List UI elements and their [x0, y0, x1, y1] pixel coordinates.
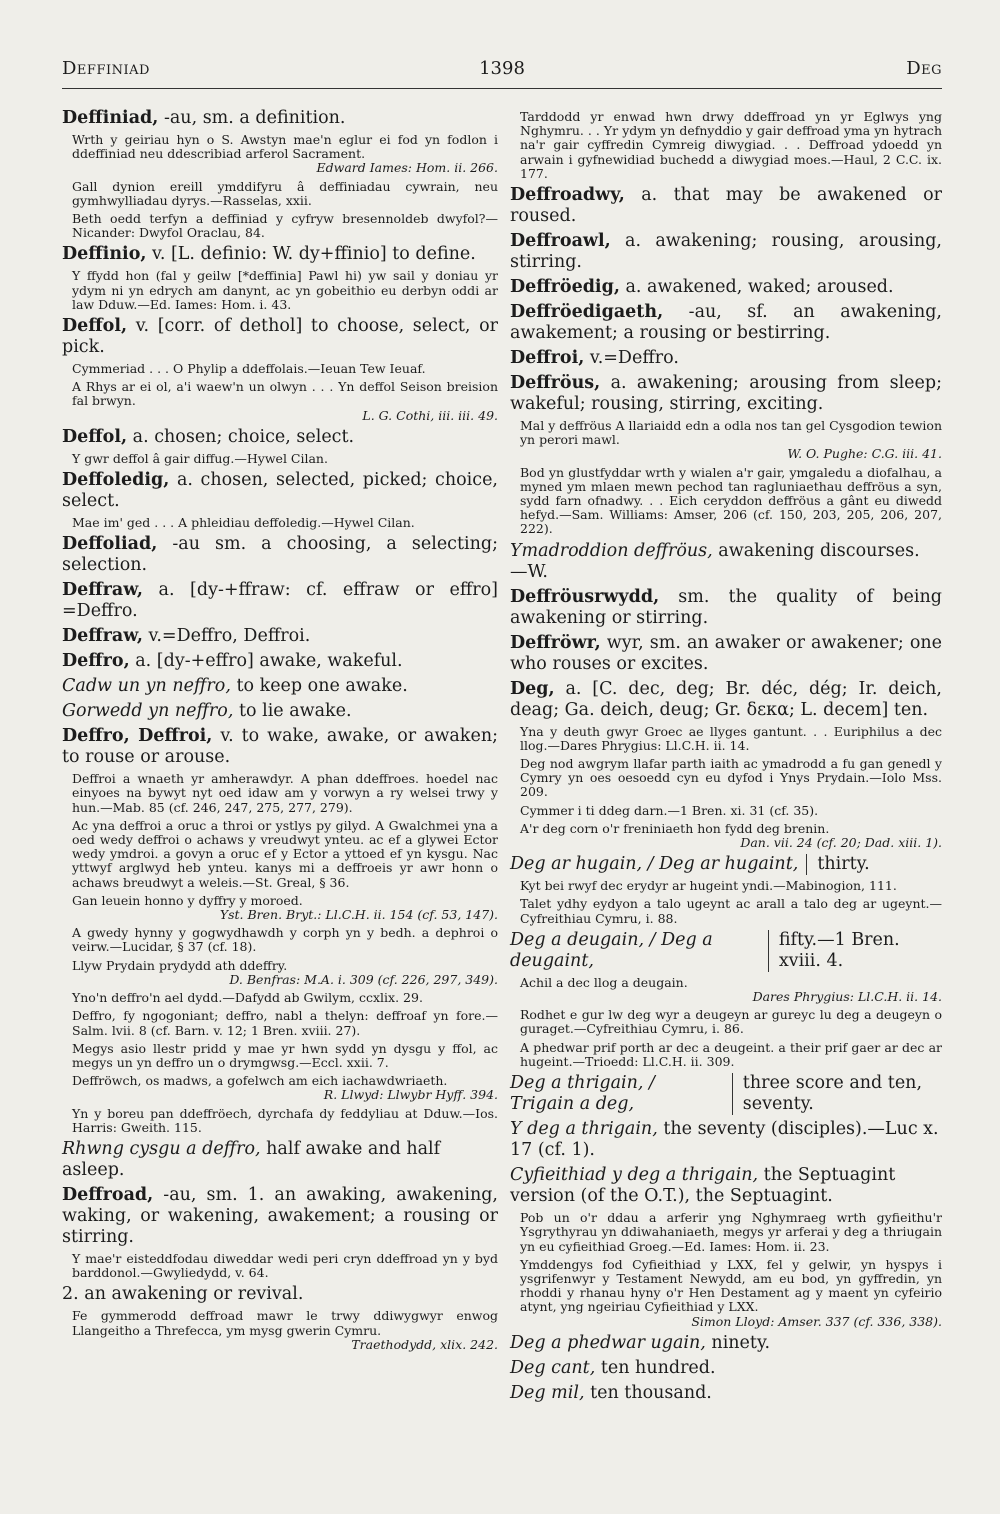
phrase-definition: ten thousand. — [584, 1382, 712, 1403]
citation-text: Tarddodd yr enwad hwn drwy ddeffroad yn yr Eglwys yng Nghymru. . . Yr ydym yn defnyddio y gair deffroad yma yn hytrach na'r gair cyffredin Cymreig diwygiad. . . Deffroad ydoedd yn arwain i gyfnewidiad buchedd a diwygiad moes.—Haul, 2 C.C. ix. 177. — [520, 109, 942, 181]
citation-text: A phedwar prif porth ar dec a deugeint. a their prif gaer ar dec ar hugeint.—Trioedd: Ll.C.H. ii. 309. — [520, 1039, 942, 1069]
definition: -au, sf. an awakening, awakement; a rousing or bestirring. — [510, 302, 942, 344]
phrase-entry — [510, 1165, 942, 1207]
headword: Deffröedigaeth, — [510, 302, 664, 323]
definition: v.=Deffro, Deffroi. — [148, 626, 311, 647]
dictionary-entry — [62, 1284, 498, 1305]
citation-text: Mae im' ged . . . A phleidiau deffoledig.—Hywel Cilan. — [72, 515, 415, 531]
phrase-text: Gorwedd yn neffro, — [62, 701, 234, 722]
citation — [72, 212, 498, 240]
dictionary-entry — [62, 726, 498, 768]
headword: Deffraw, — [62, 580, 143, 601]
definition: -au sm. a choosing, a selecting; selection. — [62, 534, 498, 576]
citation — [72, 1009, 498, 1037]
phrase-definition: ninety. — [705, 1332, 771, 1353]
dictionary-entry — [62, 316, 498, 358]
citation-text: Yno'n deffro'n ael dydd.—Dafydd ab Gwilym, ccxlix. 29. — [72, 990, 423, 1006]
definition: v.=Deffro. — [589, 348, 679, 369]
definition: v. to wake, awake, or awaken; to rouse or arouse. — [62, 726, 498, 768]
left-column — [62, 108, 498, 1356]
citation-source: Edward Iames: Hom. ii. 266. — [316, 160, 498, 176]
citation-source: W. O. Pughe: C.G. iii. 41. — [787, 446, 942, 462]
phrase-text: Deg cant, — [510, 1357, 596, 1378]
phrase-text: Cyfieithiad y deg a thrigain, — [510, 1165, 759, 1186]
phrase-entry — [510, 1358, 942, 1379]
citation — [72, 1042, 498, 1070]
braced-forms: Deg a deugain, / Deg a deugaint, — [510, 930, 769, 972]
headword: Deffroi, — [510, 348, 585, 369]
citation-text: Deffro, fy ngogoniant; deffro, nabl a thelyn: deffroaf yn fore.—Salm. lvii. 8 (cf. Barn. v. 12; 1 Bren. xviii. 27). — [72, 1008, 498, 1038]
dictionary-entry — [510, 348, 942, 369]
citation — [520, 804, 942, 818]
citation-text: Yn y boreu pan ddeffröech, dyrchafa dy feddyliau at Dduw.—Ios. Harris: Gweith. 115. — [72, 1105, 498, 1135]
citation — [72, 1252, 498, 1280]
citation-text: Gan leuein honno y dyffry y moroed. — [72, 892, 303, 908]
citation-text: Llyw Prydain prydydd ath ddeffry. — [72, 957, 288, 973]
citation-text: Bod yn glustfyddar wrth y wialen a'r gair, ymgaledu a diofalhau, a myned ym mlaen mewn pechod tan ragluniaethau deffröus a syn, sydd farn ofnadwy. . . Eich ceryddon deffröus a gânt eu diwedd hefyd.—Sam. Williams: Amser, 206 (cf. 150, 203, 205, 206, 207, 222). — [520, 464, 942, 537]
phrase-entry — [510, 1119, 942, 1161]
braced-forms: Deg ar hugain, / Deg ar hugaint, — [510, 854, 807, 875]
citation-text: Y mae'r eisteddfodau diweddar wedi peri cryn ddeffroad yn y byd barddonol.—Gwyliedydd, v. 64. — [72, 1250, 498, 1281]
definition: a. awakening; arousing from sleep; wakeful; rousing, stirring, exciting. — [510, 373, 942, 415]
header-guide-word-right: Deg — [906, 58, 942, 79]
citation-source: L. G. Cothi, iii. iii. 49. — [362, 407, 498, 423]
citation-text: Mal y deffröus A llariaidd edn a odla nos tan gel Cysgodion tewion yn perori mawl. — [520, 418, 942, 448]
citation — [72, 362, 498, 376]
dictionary-entry — [62, 470, 498, 512]
phrase-definition: to lie awake. — [233, 701, 352, 722]
braced-entry — [510, 930, 942, 972]
page-number: 1398 — [479, 58, 525, 79]
citation — [72, 894, 498, 922]
dictionary-entry — [62, 244, 498, 265]
citation — [520, 1258, 942, 1329]
citation-text: Fe gymmerodd deffroad mawr le trwy ddiwygwyr enwog Llangeitho a Threfecca, ym mysg gwerin Cymru. — [72, 1308, 498, 1338]
citation — [72, 1107, 498, 1135]
braced-entry — [510, 1073, 942, 1115]
phrase-entry — [510, 1333, 942, 1354]
citation — [72, 269, 498, 312]
headword: Deffröedig, — [510, 277, 620, 298]
phrase-text: Deg mil, — [510, 1382, 585, 1403]
citation — [72, 772, 498, 815]
dictionary-entry — [62, 651, 498, 672]
dictionary-entry — [510, 679, 942, 721]
citation-text: Talet ydhy eydyon a talo ugeynt ac arall a talo deg ar ugeynt.—Cyfreithiau Cymru, i. 88. — [520, 896, 942, 926]
phrase-text: Deg a phedwar ugain, — [510, 1332, 706, 1353]
citation — [72, 991, 498, 1005]
phrase-definition: the seventy (disciples).—Luc x. 17 (cf. 1). — [510, 1119, 939, 1161]
definition: a. [dy-+ffraw: cf. effraw or effro] =Deffro. — [62, 580, 498, 622]
citation — [520, 822, 942, 850]
citation-source: D. Benfras: M.A. i. 309 (cf. 226, 297, 349). — [229, 971, 498, 987]
citation — [72, 819, 498, 890]
dictionary-entry — [510, 277, 942, 298]
citation — [520, 1008, 942, 1036]
citation-text: Beth oedd terfyn a deffiniad y cyfryw bresennoldeb dwyfol?—Nicander: Dwyfol Oraclau, 84. — [72, 211, 498, 241]
dictionary-entry — [62, 108, 498, 129]
definition: v. [L. definio: W. dy+ffinio] to define. — [152, 244, 476, 265]
citation-text: Kyt bei rwyf dec erydyr ar hugeint yndi.—Mabinogion, 111. — [520, 878, 897, 894]
definition: wyr, sm. an awaker or awakener; one who rouses or excites. — [510, 632, 942, 674]
dictionary-entry — [510, 231, 942, 273]
citation — [520, 466, 942, 537]
headword: Deffol, — [62, 426, 128, 447]
phrase-entry — [62, 676, 498, 697]
citation — [520, 110, 942, 181]
header-guide-word-left: Deffiniad — [62, 58, 150, 79]
citation-text: Deg nod awgrym llafar parth iaith ac ymadrodd a fu gan genedl y Cymry yn oes oesoedd cyn eu dyfod i Ynys Prydain.—Iolo Mss. 209. — [520, 756, 942, 800]
headword: Deffroawl, — [510, 231, 611, 252]
phrase-definition: half awake and half asleep. — [62, 1138, 441, 1180]
phrase-definition: ten hundred. — [595, 1357, 716, 1378]
phrase-text: Cadw un yn neffro, — [62, 676, 231, 697]
definition: -au, sm. a definition. — [163, 108, 346, 128]
phrase-definition: the Septuagint version (of the O.T.), the Septuagint. — [510, 1165, 896, 1207]
citation-text: A Rhys ar ei ol, a'i waew'n un olwyn . . . Yn deffol Seison breision fal brwyn. — [72, 379, 498, 409]
citation-source: Dan. vii. 24 (cf. 20; Dad. xiii. 1). — [740, 835, 942, 851]
citation-text: Megys asio llestr pridd y mae yr hwn sydd yn dysgu y ffol, ac megys un yn deffro un o drymgwsg.—Eccl. xxii. 7. — [72, 1040, 498, 1070]
citation — [72, 926, 498, 954]
headword: Deffröusrwydd, — [510, 586, 660, 607]
citation — [520, 757, 942, 800]
citation-text: Yna y deuth gwyr Groec ae llyges gantunt. . . Euriphilus a dec llog.—Dares Phrygius: Ll.C.H. ii. 14. — [520, 723, 942, 753]
citation — [520, 419, 942, 462]
headword: Deffröwr, — [510, 632, 601, 653]
headword: Deffröus, — [510, 373, 601, 394]
citation-text: Deffröwch, os madws, a gofelwch am eich iachawdwriaeth. — [72, 1073, 448, 1089]
headword: Deffol, — [62, 316, 128, 337]
citation-text: A'r deg corn o'r freniniaeth hon fydd deg brenin. — [520, 820, 830, 836]
dictionary-entry — [510, 633, 942, 675]
citation — [520, 897, 942, 925]
citation-text: A gwedy hynny y gogwydhawdh y corph yn y bedh. a dephroi o veirw.—Lucidar, § 37 (cf. 18). — [72, 925, 498, 955]
citation-text: Cymmer i ti ddeg darn.—1 Bren. xi. 31 (cf. 35). — [520, 802, 819, 818]
braced-definition: three score and ten, seventy. — [742, 1073, 923, 1115]
dictionary-entry — [62, 534, 498, 576]
headword: Deg, — [510, 678, 555, 699]
header-rule — [62, 88, 942, 89]
definition: 2. an awakening or revival. — [62, 1284, 304, 1305]
citation-source: R. Llwyd: Llwybr Hyff. 394. — [323, 1087, 498, 1103]
citation — [72, 133, 498, 176]
citation — [520, 725, 942, 753]
citation-text: Deffroi a wnaeth yr amherawdyr. A phan ddeffroes. hoedel nac einyoes na bywyt nyt oed idaw am y vorwyn a ry welsei trwy y hun.—Mab. 85 (cf. 246, 247, 275, 277, 279). — [72, 771, 498, 815]
citation-source: Dares Phrygius: Ll.C.H. ii. 14. — [752, 989, 942, 1005]
dictionary-entry — [62, 580, 498, 622]
definition: a. [dy-+effro] awake, wakeful. — [135, 651, 403, 672]
braced-definition: thirty. — [817, 854, 870, 875]
running-header — [62, 58, 942, 82]
citation-source: Traethodydd, xlix. 242. — [351, 1336, 498, 1352]
citation-text: Ymddengys fod Cyfieithiad y LXX, fel y gelwir, yn hyspys i ysgrifenwyr y Testament Newydd, am eu bod, yn gyffredin, yn rhoddi y rhanau hyny o'r Hen Destament ag y maent yn cyfeirio atynt, yng ngeiriau Cyfieithiad y LXX. — [520, 1256, 942, 1315]
right-column — [510, 108, 942, 1408]
citation-text: Y gwr deffol â gair diffug.—Hywel Cilan. — [72, 450, 328, 466]
citation-source: Yst. Bren. Bryt.: Ll.C.H. ii. 154 (cf. 53, 147). — [219, 907, 498, 923]
phrase-entry — [62, 1139, 498, 1181]
citation-text: Y ffydd hon (fal y geilw [*deffinia] Pawl hi) yw sail y doniau yr ydym ni yn edrych am danynt, ac yn gobeithio eu derbyn oddi ar law Dduw.—Ed. Iames: Hom. i. 43. — [72, 268, 498, 312]
citation — [72, 1074, 498, 1102]
phrase-entry — [510, 541, 942, 583]
citation-text: Ac yna deffroi a oruc a throi or ystlys py gilyd. A Gwalchmei yna a oed wedy deffroi o achaws y vreudwyt ynteu. ac ef a glywei Ector wedy ymdroi. a govyn a oruc ef y Ector a yttoed ef yn kysgu. Nac yttwyf arglwyd heb ynteu. kanys mi a deffroeis yr awr honn o achaws breudwyt a weleis.—St. Greal, § 36. — [72, 817, 498, 890]
citation — [520, 1211, 942, 1254]
headword: Deffraw, — [62, 626, 143, 647]
citation-text: Wrth y geiriau hyn o S. Awstyn mae'n eglur ei fod yn fodlon i ddeffiniad neu ddescribiad arferol Sacrament. — [72, 132, 498, 162]
braced-definition: fifty.—1 Bren. xviii. 4. — [778, 929, 900, 971]
citation — [72, 1309, 498, 1352]
definition: a. chosen, selected, picked; choice, select. — [62, 470, 498, 512]
definition: v. [corr. of dethol] to choose, select, or pick. — [62, 316, 498, 358]
headword: Deffinio, — [62, 244, 147, 265]
citation-source: Simon Lloyd: Amser. 337 (cf. 336, 338). — [691, 1313, 942, 1329]
phrase-entry — [62, 701, 498, 722]
citation — [72, 516, 498, 530]
headword: Deffroad, — [62, 1184, 154, 1205]
definition: a. awakening; rousing, arousing, stirring. — [510, 231, 942, 273]
citation-text: Gall dynion ereill ymddifyru â deffiniadau cywrain, neu gymhwylliadau dyrys.—Rasselas, xxii. — [72, 178, 498, 208]
phrase-definition: to keep one awake. — [230, 676, 408, 697]
dictionary-entry — [62, 1185, 498, 1248]
definition: -au, sm. 1. an awaking, awakening, waking, or wakening, awakement; a rousing or stirring. — [62, 1184, 498, 1247]
phrase-definition: awakening discourses. —W. — [510, 540, 920, 582]
phrase-text: Y deg a thrigain, — [510, 1119, 658, 1140]
definition: a. chosen; choice, select. — [132, 426, 355, 447]
phrase-text: Rhwng cysgu a deffro, — [62, 1138, 261, 1159]
dictionary-entry — [510, 185, 942, 227]
citation — [72, 180, 498, 208]
definition: a. awakened, waked; aroused. — [625, 277, 894, 298]
headword: Deffiniad, — [62, 108, 159, 128]
citation-text: Rodhet e gur lw deg wyr a deugeyn ar gureyc lu deg a deugeyn o guraget.—Cyfreithiau Cymru, i. 86. — [520, 1007, 942, 1037]
headword: Deffoliad, — [62, 534, 158, 555]
definition: a. [C. dec, deg; Br. déc, dég; Ir. deich, deag; Ga. deich, deug; Gr. δεκα; L. decem] ten. — [510, 678, 942, 720]
citation — [72, 959, 498, 987]
definition: a. that may be awakened or roused. — [510, 185, 942, 227]
dictionary-entry — [62, 626, 498, 647]
phrase-entry — [510, 1383, 942, 1404]
braced-forms: Deg a thrigain, / Trigain a deg, — [510, 1073, 733, 1115]
dictionary-entry — [62, 427, 498, 448]
citation — [520, 879, 942, 893]
phrase-text: Ymadroddion deffröus, — [510, 540, 713, 561]
dictionary-entry — [510, 302, 942, 344]
dictionary-entry — [510, 587, 942, 629]
citation-text: Cymmeriad . . . O Phylip a ddeffolais.—Ieuan Tew Ieuaf. — [72, 361, 426, 377]
headword: Deffro, — [62, 651, 130, 672]
definition: sm. the quality of being awakening or stirring. — [510, 586, 942, 628]
dictionary-entry — [510, 373, 942, 415]
citation — [520, 976, 942, 1004]
citation — [72, 380, 498, 423]
braced-entry — [510, 854, 942, 875]
citation — [520, 1041, 942, 1069]
citation — [72, 452, 498, 466]
citation-text: Achil a dec llog a deugain. — [520, 974, 688, 990]
headword: Deffoledig, — [62, 470, 170, 491]
headword: Deffroadwy, — [510, 185, 625, 206]
headword: Deffro, Deffroi, — [62, 726, 213, 747]
citation-text: Pob un o'r ddau a arferir yng Nghymraeg wrth gyfieithu'r Ysgrythyrau yn ddiwahaniaeth, megys yr arferai y deg a thriugain yn eu cyfieithiad Groeg.—Ed. Iames: Hom. ii. 23. — [520, 1210, 942, 1254]
